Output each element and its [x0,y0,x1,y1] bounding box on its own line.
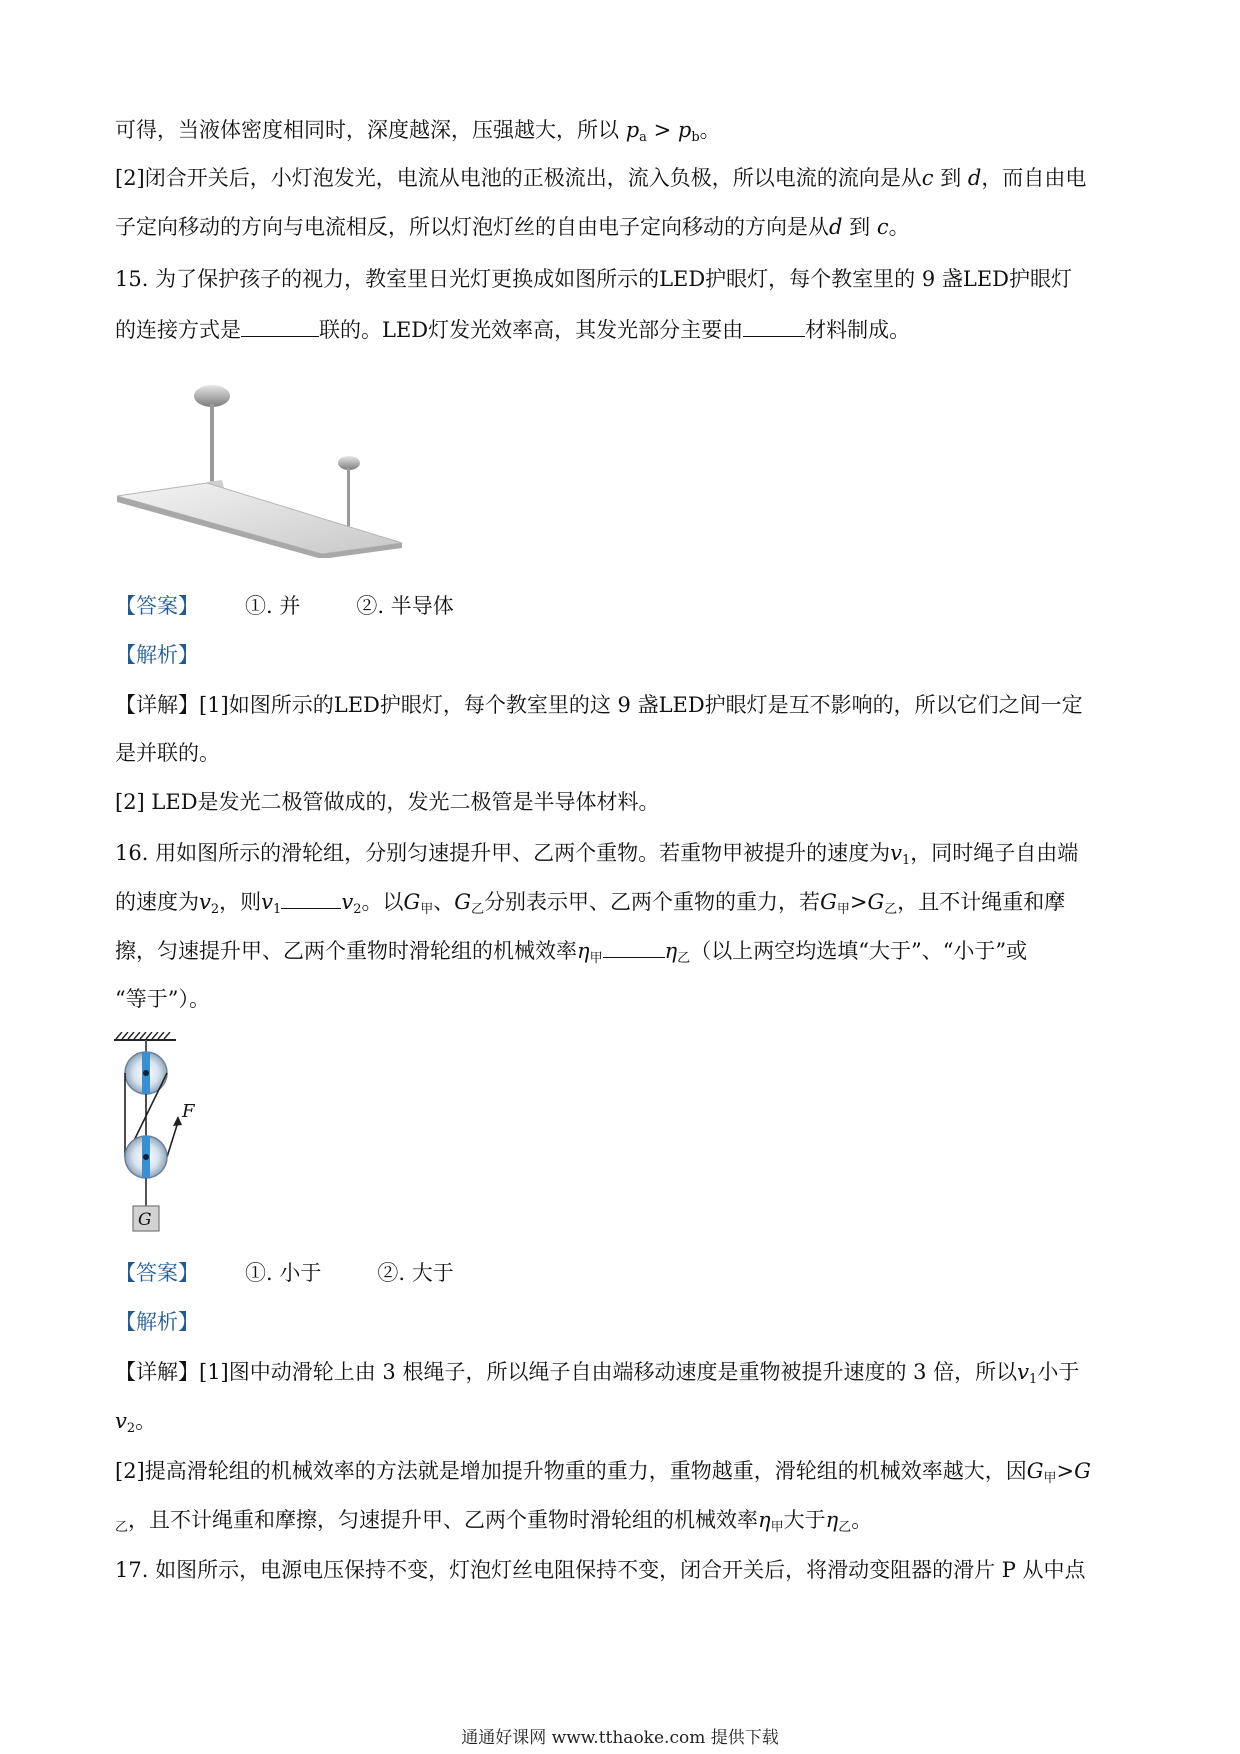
text: 15. 为了保护孩子的视力，教室里日光灯更换成如图所示的LED护眼灯，每个教室里的 9 盏LED护眼灯 [115,267,1073,291]
symbol: v [890,841,902,865]
force-label: F [182,1101,195,1122]
symbol: η [825,1508,839,1532]
text: ，且不计绳重和摩 [897,890,1066,914]
text: > [849,890,868,914]
subscript: 乙 [677,951,691,966]
hanging-rod-right [347,468,350,528]
text: [2] LED是发光二极管做成的，发光二极管是半导体材料。 [115,790,660,814]
text-line [115,115,1125,145]
symbol: G [454,890,472,914]
movable-pulley-axle [143,1154,149,1160]
subscript: 甲 [770,1520,784,1535]
pulley-system-figure [112,1032,212,1237]
question-15-line [115,315,1125,345]
text: 分别表示甲、乙两个重物的重力，若 [484,890,821,914]
answer-blank [281,888,341,909]
symbol: c [876,215,889,239]
subscript: 1 [901,853,911,868]
symbol: G [403,890,421,914]
text: [2]闭合开关后，小灯泡发光，电流从电池的正极流出，流入负极，所以电流的流向是从 [115,166,922,190]
text: 是并联的。 [115,741,220,765]
text: 。 [699,118,721,142]
hanging-rod-left [210,404,214,484]
led-lamp-figure [112,378,412,558]
symbol: d [829,215,843,239]
answer-item: ②. 大于 [377,1261,454,1285]
answer-blank [603,937,665,958]
symbol: v [115,1409,127,1433]
fixed-pulley-axle [143,1070,149,1076]
text: 子定向移动的方向与电流相反，所以灯泡灯丝的自由电子定向移动的方向是从 [115,215,829,239]
text: 17. 如图所示，电源电压保持不变，灯泡灯丝电阻保持不变，闭合开关后，将滑动变阻器的滑片 P 从中点 [115,1558,1086,1582]
question-17-line [115,1555,1125,1585]
text: 【详解】[1]图中动滑轮上由 3 根绳子，所以绳子自由端移动速度是重物被提升速度的 3 倍，所以 [115,1360,1018,1384]
text-line [115,212,1125,242]
text: 。 [851,1508,873,1532]
text: > [646,118,678,142]
answer-item: ②. 半导体 [356,594,454,618]
subscript: 乙 [115,1520,129,1535]
subscript: 乙 [884,902,898,917]
text: 、 [433,890,455,914]
analysis-15-label [115,640,1125,670]
ceiling-mount-left [194,385,230,407]
text: 材料制成。 [805,318,911,342]
answer-15 [115,591,1125,621]
symbol: v [1017,1360,1030,1384]
text: 的连接方式是 [115,318,241,342]
detail-16-line [115,1456,1125,1486]
symbol: v [199,890,211,914]
subscript: 乙 [471,902,485,917]
subscript: 2 [353,902,362,917]
symbol: G [1026,1459,1044,1483]
text: ，同时绳子自由端 [910,841,1079,865]
symbol: G [1074,1459,1091,1483]
detail-15-line [115,738,1125,768]
answer-blank [743,316,805,337]
answer-label: 【答案】 [115,594,199,618]
text-line [115,163,1125,193]
text: 小于 [1037,1360,1080,1384]
text: 。 [135,1409,157,1433]
analysis-16-label [115,1307,1125,1337]
text: 16. 用如图所示的滑轮组，分别匀速提升甲、乙两个重物。若重物甲被提升的速度为 [115,841,891,865]
symbol: η [758,1508,771,1532]
detail-15-line [115,787,1125,817]
symbol: G [867,890,885,914]
text: > [1056,1459,1075,1483]
page-footer: 通通好课网 www.tthaoke.com 提供下载 [461,1728,779,1748]
symbol: G [820,890,837,914]
text: ，且不计绳重和摩擦，匀速提升甲、乙两个重物时滑轮组的机械效率 [128,1508,759,1532]
weight-label: G [138,1210,152,1230]
force-arrow [173,1116,182,1126]
subscript: 甲 [589,951,603,966]
subscript: 乙 [838,1520,852,1535]
symbol: p [625,118,640,142]
subscript: 2 [126,1421,136,1436]
subscript: 甲 [1043,1471,1057,1486]
question-16-line [115,887,1125,917]
text: 联的。LED灯发光效率高，其发光部分主要由 [319,318,744,342]
text: 到 [842,215,877,239]
question-15-line [115,264,1125,294]
detail-16-line [115,1357,1125,1387]
question-16-line [115,838,1125,868]
subscript: 甲 [836,902,850,917]
subscript: a [639,130,647,145]
answer-blank [241,316,319,337]
symbol: p [677,118,692,142]
led-panel [117,483,402,554]
question-16-line [115,936,1125,966]
subscript: 1 [273,902,282,917]
text: “等于”）。 [115,987,210,1011]
analysis-label: 【解析】 [115,1310,199,1334]
subscript: 2 [210,902,220,917]
text: 的速度为 [115,890,199,914]
text: ，而自由电 [981,166,1087,190]
text: 到 [933,166,968,190]
text: [2]提高滑轮组的机械效率的方法就是增加提升物重的重力，重物越重，滑轮组的机械效率越大，因 [115,1459,1027,1483]
analysis-label: 【解析】 [115,643,199,667]
answer-item: ①. 小于 [245,1261,322,1285]
detail-16-line [115,1406,1125,1436]
subscript: 甲 [420,902,434,917]
subscript: b [691,130,700,145]
symbol: v [341,890,354,914]
answer-label: 【答案】 [115,1261,199,1285]
question-16-line [115,984,1125,1014]
symbol: η [664,939,678,963]
symbol: v [261,890,274,914]
text: 可得，当液体密度相同时，深度越深，压强越大，所以 [115,118,619,142]
answer-16 [115,1258,1125,1288]
text: 大于 [783,1508,826,1532]
text: 【详解】[1]如图所示的LED护眼灯，每个教室里的这 9 盏LED护眼灯是互不影响的，所以它们之间一定 [115,693,1083,717]
symbol: η [577,939,590,963]
text: （以上两空均选填“大于”、“小于”或 [690,939,1028,963]
detail-15-line [115,690,1125,720]
ceiling-hatch [116,1032,170,1039]
answer-item: ①. 并 [245,594,301,618]
text: 。以 [361,890,404,914]
rope-free-end [167,1122,178,1157]
detail-16-line [115,1505,1125,1535]
symbol: c [921,166,934,190]
text: 。 [888,215,910,239]
subscript: 1 [1029,1372,1038,1387]
ceiling-mount-right [338,456,360,470]
symbol: d [967,166,982,190]
text: ，则 [219,890,262,914]
text: 擦，匀速提升甲、乙两个重物时滑轮组的机械效率 [115,939,577,963]
